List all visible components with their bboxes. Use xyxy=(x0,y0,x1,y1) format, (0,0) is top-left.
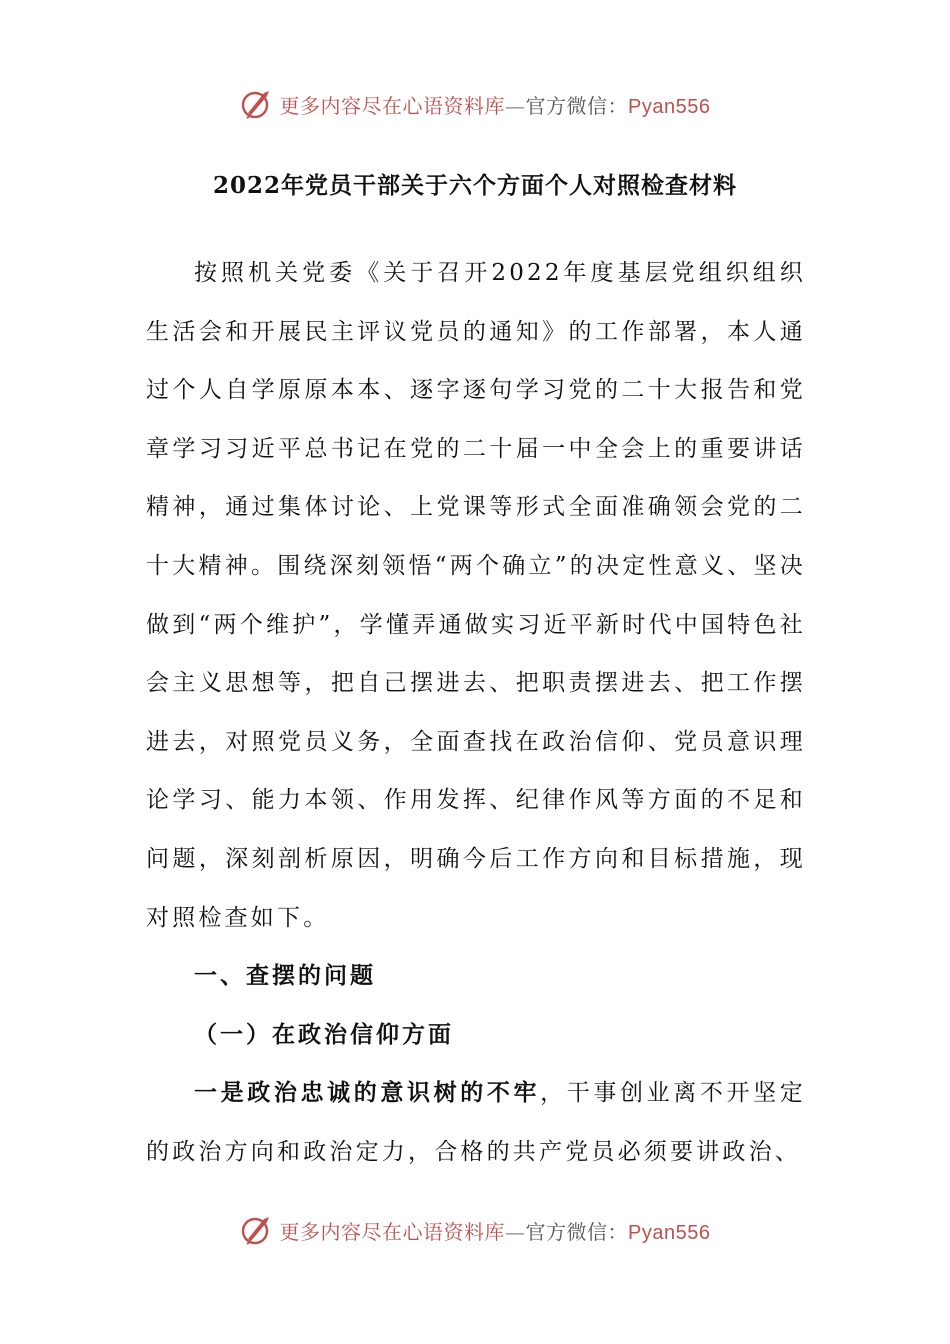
document-body xyxy=(146,244,806,1182)
quill-pen-logo-icon xyxy=(240,87,274,121)
point-text: ，干事创业离不开坚定的政治方向和政治定力，合格的共产党员必须要讲政治、 xyxy=(146,1080,806,1165)
point-lead: 一是政治忠诚的意识树的不牢 xyxy=(194,1079,541,1107)
watermark-footer xyxy=(0,1210,950,1250)
watermark-wechat-id: Pyan556 xyxy=(628,1221,711,1244)
watermark-label: 官方微信： xyxy=(525,93,629,118)
document-title: 2022年党员干部关于六个方面个人对照检查材料 xyxy=(212,172,737,199)
section-heading: 一、查摆的问题 xyxy=(194,962,376,990)
watermark-label: 官方微信： xyxy=(525,1219,629,1244)
watermark-dash: — xyxy=(505,93,526,118)
watermark-header xyxy=(0,84,950,124)
watermark-dash: — xyxy=(505,1219,526,1244)
watermark-main-text: 更多内容尽在心语资料库 xyxy=(279,93,506,118)
quill-pen-logo-icon xyxy=(240,1213,274,1247)
point-paragraph xyxy=(146,1064,806,1181)
sub-section-heading: （一）在政治信仰方面 xyxy=(194,1020,454,1048)
intro-paragraph: 按照机关党委《关于召开2022年度基层党组织组织生活会和开展民主评议党员的通知》的工作部署，本人通过个人自学原原本本、逐字逐句学习党的二十大报告和党章学习习近平总书记在党的二十届一中全会上的重要讲话精神，通过集体讨论、上党课等形式全面准确领会党的二十大精神。围绕深刻领悟“两个确立”的决定性意义、坚决做到“两个维护”，学懂弄通做实习近平新时代中国特色社会主义思想等，把自己摆进去、把职责摆进去、把工作摆进去，对照党员义务，全面查找在政治信仰、党员意识理论学习、能力本领、作用发挥、纪律作风等方面的不足和问题，深刻剖析原因，明确今后工作方向和目标措施，现对照检查如下。 xyxy=(146,260,806,931)
watermark-main-text: 更多内容尽在心语资料库 xyxy=(279,1219,506,1244)
watermark-wechat-id: Pyan556 xyxy=(628,95,711,118)
